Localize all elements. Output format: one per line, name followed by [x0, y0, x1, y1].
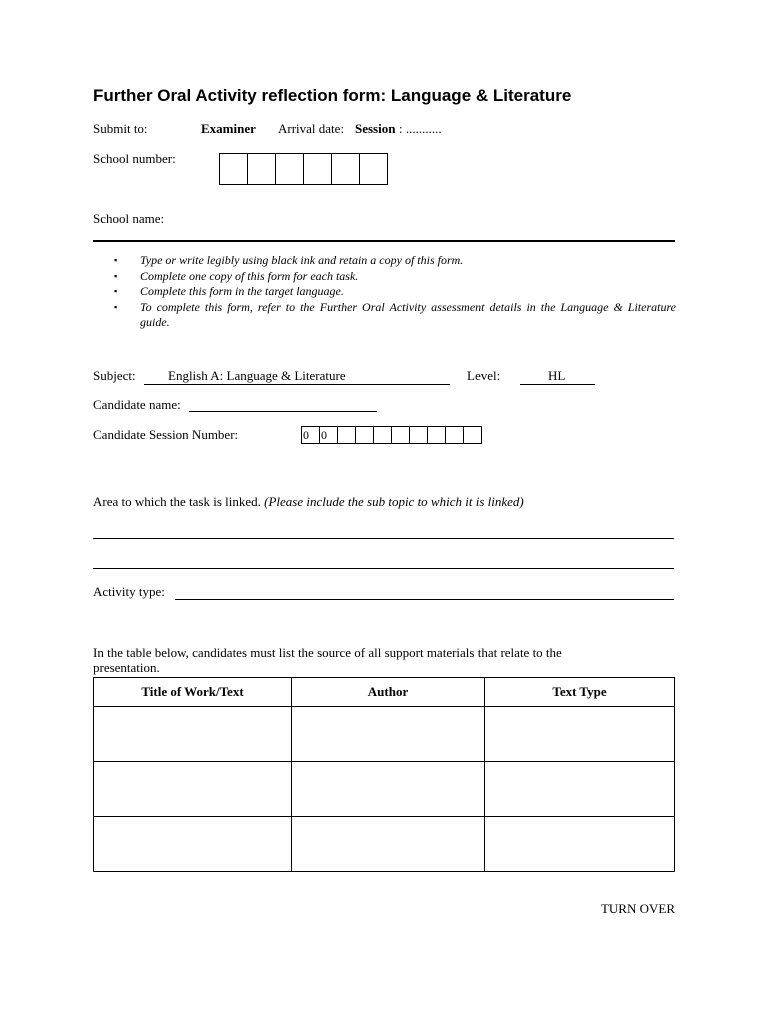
table-cell[interactable] — [485, 707, 675, 762]
header-title-of-work: Title of Work/Text — [94, 678, 292, 707]
area-line-2[interactable] — [93, 568, 674, 569]
school-number-box[interactable] — [247, 153, 276, 185]
session-digit-box[interactable]: 0 — [319, 426, 338, 444]
form-title: Further Oral Activity reflection form: Language & Literature — [93, 86, 572, 105]
source-table — [93, 677, 675, 872]
candidate-name-label: Candidate name: — [93, 397, 181, 412]
submit-recipient: Examiner — [201, 121, 256, 136]
level-label: Level: — [467, 368, 501, 383]
session-digit-box[interactable] — [427, 426, 446, 444]
school-number-label: School number: — [93, 151, 176, 166]
school-number-box[interactable] — [219, 153, 248, 185]
table-cell[interactable] — [485, 817, 675, 872]
school-name-field[interactable] — [93, 240, 675, 242]
table-cell[interactable] — [292, 707, 485, 762]
school-number-box[interactable] — [275, 153, 304, 185]
table-cell[interactable] — [292, 762, 485, 817]
activity-type-field[interactable] — [175, 599, 674, 600]
school-number-box[interactable] — [359, 153, 388, 185]
session-digit-box[interactable]: 0 — [301, 426, 320, 444]
subject-value: English A: Language & Literature — [168, 368, 346, 383]
subject-field[interactable] — [144, 368, 450, 385]
session-digit-box[interactable] — [373, 426, 392, 444]
level-value: HL — [548, 368, 566, 383]
session-digit-box[interactable] — [445, 426, 464, 444]
candidate-session-boxes[interactable] — [301, 426, 482, 444]
instruction-item: ▪ Complete this form in the target language. — [114, 284, 344, 298]
session-digit-box[interactable] — [337, 426, 356, 444]
subject-label: Subject: — [93, 368, 136, 383]
session-digit-box[interactable] — [355, 426, 374, 444]
header-text-type: Text Type — [485, 678, 675, 707]
turn-over-note: TURN OVER — [600, 901, 675, 916]
area-note: (Please include the sub topic to which it is linked) — [264, 494, 524, 509]
header-author: Author — [292, 678, 485, 707]
table-header-row — [94, 678, 675, 707]
candidate-name-field[interactable] — [189, 397, 377, 412]
table-cell[interactable] — [292, 817, 485, 872]
school-number-box[interactable] — [303, 153, 332, 185]
session-label: Session — [355, 121, 396, 136]
session-digit-box[interactable] — [409, 426, 428, 444]
instruction-item: ▪ Type or write legibly using black ink and retain a copy of this form. — [114, 253, 464, 267]
table-cell[interactable] — [94, 762, 292, 817]
instruction-item: ▪ To complete this form, refer to the Further Oral Activity assessment details in the Language & Literature guide. — [114, 299, 676, 329]
table-cell[interactable] — [94, 707, 292, 762]
instructions-list — [114, 253, 676, 331]
table-row — [94, 707, 675, 762]
table-cell[interactable] — [94, 817, 292, 872]
arrival-date-label: Arrival date: — [278, 121, 345, 136]
table-row — [94, 817, 675, 872]
candidate-session-label: Candidate Session Number: — [93, 427, 239, 442]
school-number-box[interactable] — [331, 153, 360, 185]
activity-type-label: Activity type: — [93, 584, 165, 599]
area-label: Area to which the task is linked. — [93, 494, 261, 509]
session-digit-box[interactable] — [391, 426, 410, 444]
school-name-label: School name: — [93, 211, 165, 226]
school-number-boxes[interactable] — [219, 153, 388, 185]
submit-label: Submit to: — [93, 121, 148, 136]
area-label-row — [93, 494, 524, 510]
table-cell[interactable] — [485, 762, 675, 817]
level-field[interactable] — [520, 368, 595, 385]
table-row — [94, 762, 675, 817]
session-value: : ........... — [399, 121, 442, 136]
area-line-1[interactable] — [93, 538, 674, 539]
instruction-item: ▪ Complete one copy of this form for each task. — [114, 268, 359, 283]
table-intro: In the table below, candidates must list the source of all support materials that relate to the presentation. — [93, 645, 562, 675]
session-digit-box[interactable] — [463, 426, 482, 444]
